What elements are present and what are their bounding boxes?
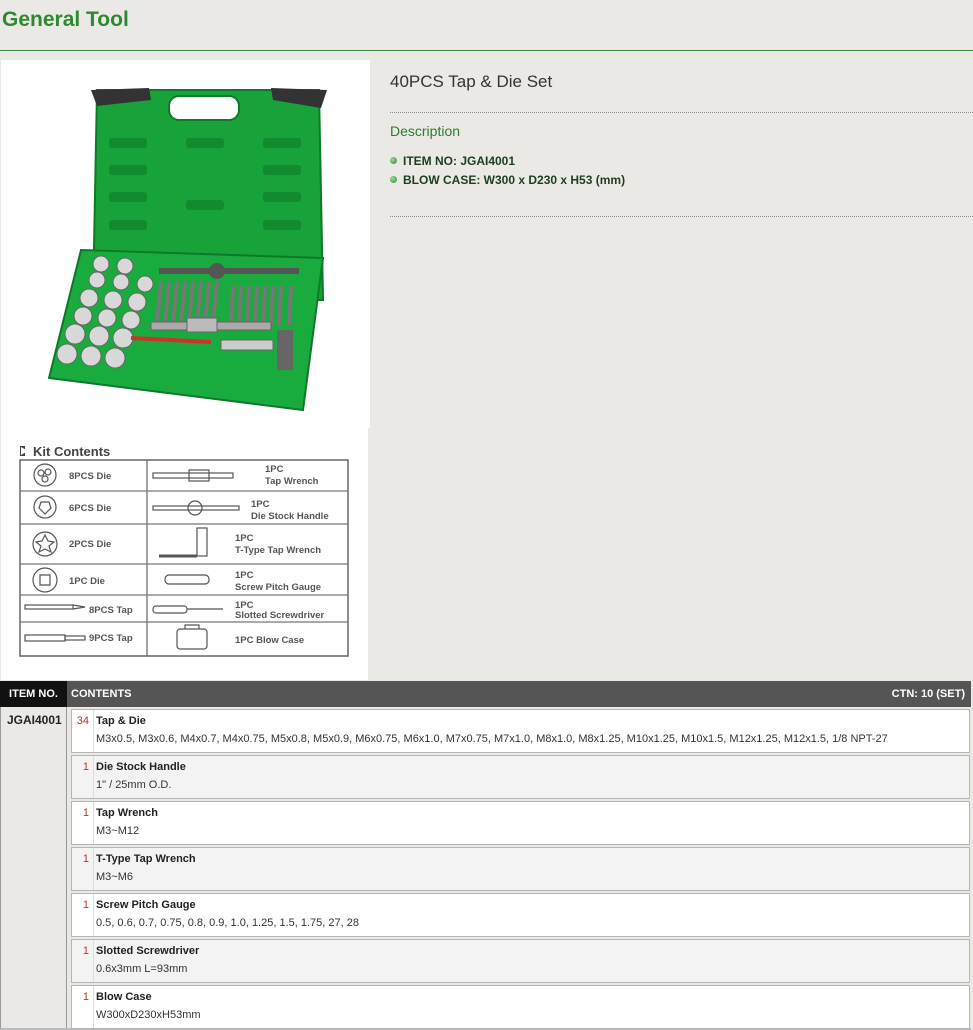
table-row: [71, 939, 970, 983]
kit-right-4-name: Slotted Screwdriver: [235, 610, 325, 621]
row-qty: 1: [82, 807, 89, 819]
page-title: General Tool: [2, 8, 129, 31]
kit-right-1-name: Die Stock Handle: [251, 511, 329, 522]
row-name: Slotted Screwdriver: [96, 945, 200, 957]
kit-contents-heading: Kit Contents: [33, 444, 111, 459]
header-ctn: CTN: 10 (SET): [891, 688, 965, 700]
kit-right-2-qty: 1PC: [235, 533, 254, 544]
product-title: 40PCS Tap & Die Set: [390, 72, 553, 91]
row-qty: 1: [82, 991, 89, 1003]
kit-right-5-name: 1PC Blow Case: [235, 635, 305, 646]
row-qty: 34: [76, 715, 89, 727]
row-spec: 0.5, 0.6, 0.7, 0.75, 0.8, 0.9, 1.0, 1.25, 1.5, 1.75, 27, 28: [96, 917, 359, 929]
row-name: T-Type Tap Wrench: [96, 853, 196, 865]
row-spec: M3x0.5, M3x0.6, M4x0.7, M4x0.75, M5x0.8, M5x0.9, M6x0.75, M6x1.0, M7x0.75, M7x1.0, M8x1.0, M8x1.25, M10x1.25, M10x1.5, M12x1.25, M12x1.5, 1/8 NPT-27: [96, 733, 888, 745]
kit-right-2-name: T-Type Tap Wrench: [235, 545, 322, 556]
row-spec: M3~M6: [96, 871, 133, 883]
kit-right-0-qty: 1PC: [265, 464, 284, 475]
bullet-item: [390, 170, 973, 189]
kit-left-3: 1PC Die: [69, 576, 105, 587]
bullet-text: BLOW CASE: W300 x D230 x H53 (mm): [403, 172, 626, 187]
row-spec: W300xD230xH53mm: [96, 1009, 201, 1021]
row-qty: 1: [82, 853, 89, 865]
kit-contents-diagram: [1, 428, 368, 680]
product-info: [390, 62, 973, 217]
kit-right-1-qty: 1PC: [251, 499, 270, 510]
divider: [390, 216, 973, 217]
item-number: JGAI4001: [1, 707, 67, 1028]
table-row: [71, 985, 970, 1029]
row-name: Screw Pitch Gauge: [96, 899, 196, 911]
divider: [390, 112, 973, 113]
table-row: [71, 893, 970, 937]
table-row: [71, 755, 970, 799]
kit-right-3-name: Screw Pitch Gauge: [235, 582, 322, 593]
table-row: [71, 801, 970, 845]
page-header: [0, 0, 973, 51]
header-contents: CONTENTS: [71, 688, 132, 700]
table-body: [0, 707, 971, 1030]
bullet-item: [390, 151, 973, 170]
table-rows: [71, 709, 970, 1030]
bullet-text: ITEM NO: JGAI4001: [403, 153, 516, 168]
row-qty: 1: [82, 945, 89, 957]
table-header: [0, 681, 971, 707]
description-label: Description: [390, 123, 461, 139]
kit-right-4-qty: 1PC: [235, 600, 254, 611]
row-qty: 1: [82, 761, 89, 773]
kit-right-3-qty: 1PC: [235, 570, 254, 581]
kit-left-4: 8PCS Tap: [89, 605, 133, 616]
kit-left-5: 9PCS Tap: [89, 633, 133, 644]
kit-left-2: 2PCS Die: [69, 539, 112, 550]
table-row: [71, 709, 970, 753]
row-name: Tap Wrench: [96, 807, 158, 819]
kit-left-0: 8PCS Die: [69, 471, 112, 482]
row-spec: 0.6x3mm L=93mm: [96, 963, 188, 975]
kit-right-0-name: Tap Wrench: [265, 476, 319, 487]
row-name: Blow Case: [96, 991, 152, 1003]
bullet-icon: [390, 176, 397, 183]
row-qty: 1: [82, 899, 89, 911]
contents-table: [0, 681, 971, 1030]
row-name: Tap & Die: [96, 715, 146, 727]
bullet-icon: [390, 157, 397, 164]
row-name: Die Stock Handle: [96, 761, 186, 773]
header-item-no: ITEM NO.: [0, 681, 67, 707]
row-spec: 1" / 25mm O.D.: [96, 779, 172, 791]
kit-left-1: 6PCS Die: [69, 503, 112, 514]
row-spec: M3~M12: [96, 825, 140, 837]
table-row: [71, 847, 970, 891]
product-image: [1, 60, 370, 428]
